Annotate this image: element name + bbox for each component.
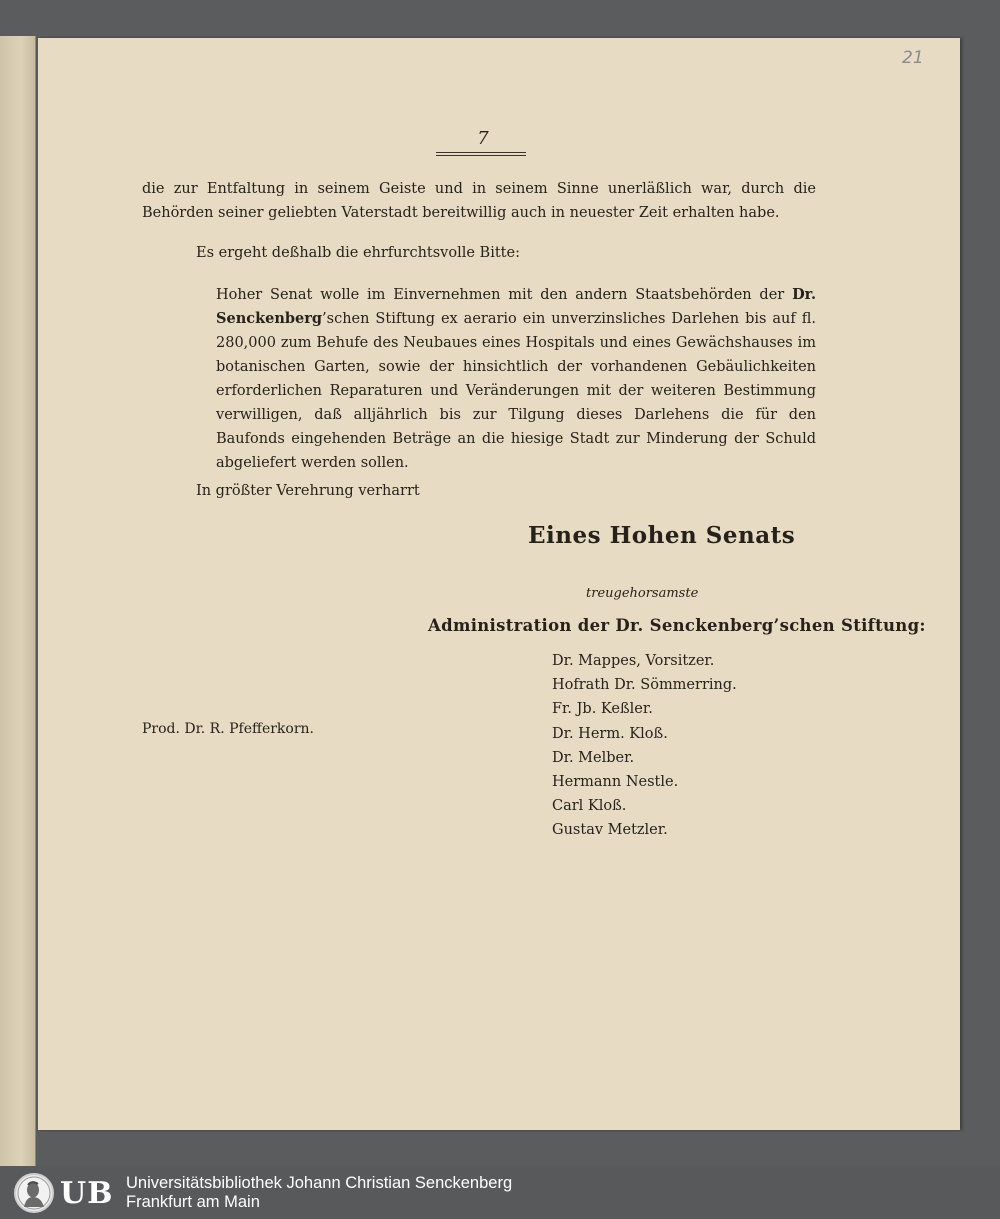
signatory: Dr. Herm. Kloß. bbox=[552, 725, 668, 742]
library-name-line2: Frankfurt am Main bbox=[126, 1193, 260, 1211]
paragraph-request-intro: Es ergeht deßhalb die ehrfurchtsvolle Bitte: bbox=[196, 245, 520, 261]
signatory-list bbox=[552, 649, 737, 843]
signatory: Dr. Melber. bbox=[552, 749, 635, 766]
foundation-name: Dr. Senckenberg bbox=[216, 286, 816, 327]
signatory: Hofrath Dr. Sömmerring. bbox=[552, 677, 737, 694]
signature-heading: Eines Hohen Senats bbox=[528, 522, 796, 549]
logo-letters: UB bbox=[60, 1175, 114, 1211]
page-number: 7 bbox=[477, 128, 489, 149]
library-logo[interactable] bbox=[14, 1171, 118, 1215]
paragraph-continuation: die zur Entfaltung in seinem Geiste und in seinem Sinne unerläßlich war, durch die Behörden seiner geliebten Vaterstadt bereitwillig auch in neuester Zeit erhalten habe. bbox=[142, 181, 816, 221]
page-number-rule bbox=[436, 152, 526, 156]
signatory: Dr. Mappes, Vorsitzer. bbox=[552, 653, 715, 669]
paragraph-closing: In größter Verehrung verharrt bbox=[196, 483, 420, 499]
signatory: Fr. Jb. Keßler. bbox=[552, 701, 653, 718]
document-page bbox=[38, 38, 960, 1130]
signature-subheading: treugehorsamste bbox=[586, 586, 699, 601]
library-name bbox=[126, 1174, 512, 1212]
request-text-start: Hoher Senat wolle im Einvernehmen mit den andern Staatsbehörden der bbox=[216, 287, 793, 303]
library-name-line1: Universitätsbibliothek Johann Christian Senckenberg bbox=[126, 1174, 513, 1192]
goethe-portrait-seal-icon bbox=[14, 1173, 54, 1213]
signatory: Hermann Nestle. bbox=[552, 774, 679, 791]
signature-administration: Administration der Dr. Senckenberg’schen Stiftung: bbox=[428, 616, 926, 635]
paragraph-request bbox=[216, 283, 816, 475]
left-signatory: Prod. Dr. R. Pfefferkorn. bbox=[142, 721, 315, 737]
previous-page-edge bbox=[0, 36, 36, 1166]
request-text-rest: ’schen Stiftung ex aerario ein unverzinsliches Darlehen bis auf fl. 280,000 zum Behufe des Neubaues eines Hospitals und eines Gewächshauses im botanischen Garten, sowie der hinsichtlich der vorhandenen Gebäulichkeiten erforderlichen Reparaturen und Veränderungen mit der weiteren Bestimmung verwilligen, daß alljährlich bis zur Tilgung dieses Darlehens die für den Baufonds eingehenden Beträge an die hiesige Stadt zur Minderung der Schuld abgeliefert werden sollen. bbox=[216, 311, 816, 471]
signatory: Carl Kloß. bbox=[552, 798, 627, 815]
pencil-page-mark: 21 bbox=[902, 48, 924, 68]
signatory: Gustav Metzler. bbox=[552, 822, 668, 839]
library-footer bbox=[0, 1166, 1000, 1219]
